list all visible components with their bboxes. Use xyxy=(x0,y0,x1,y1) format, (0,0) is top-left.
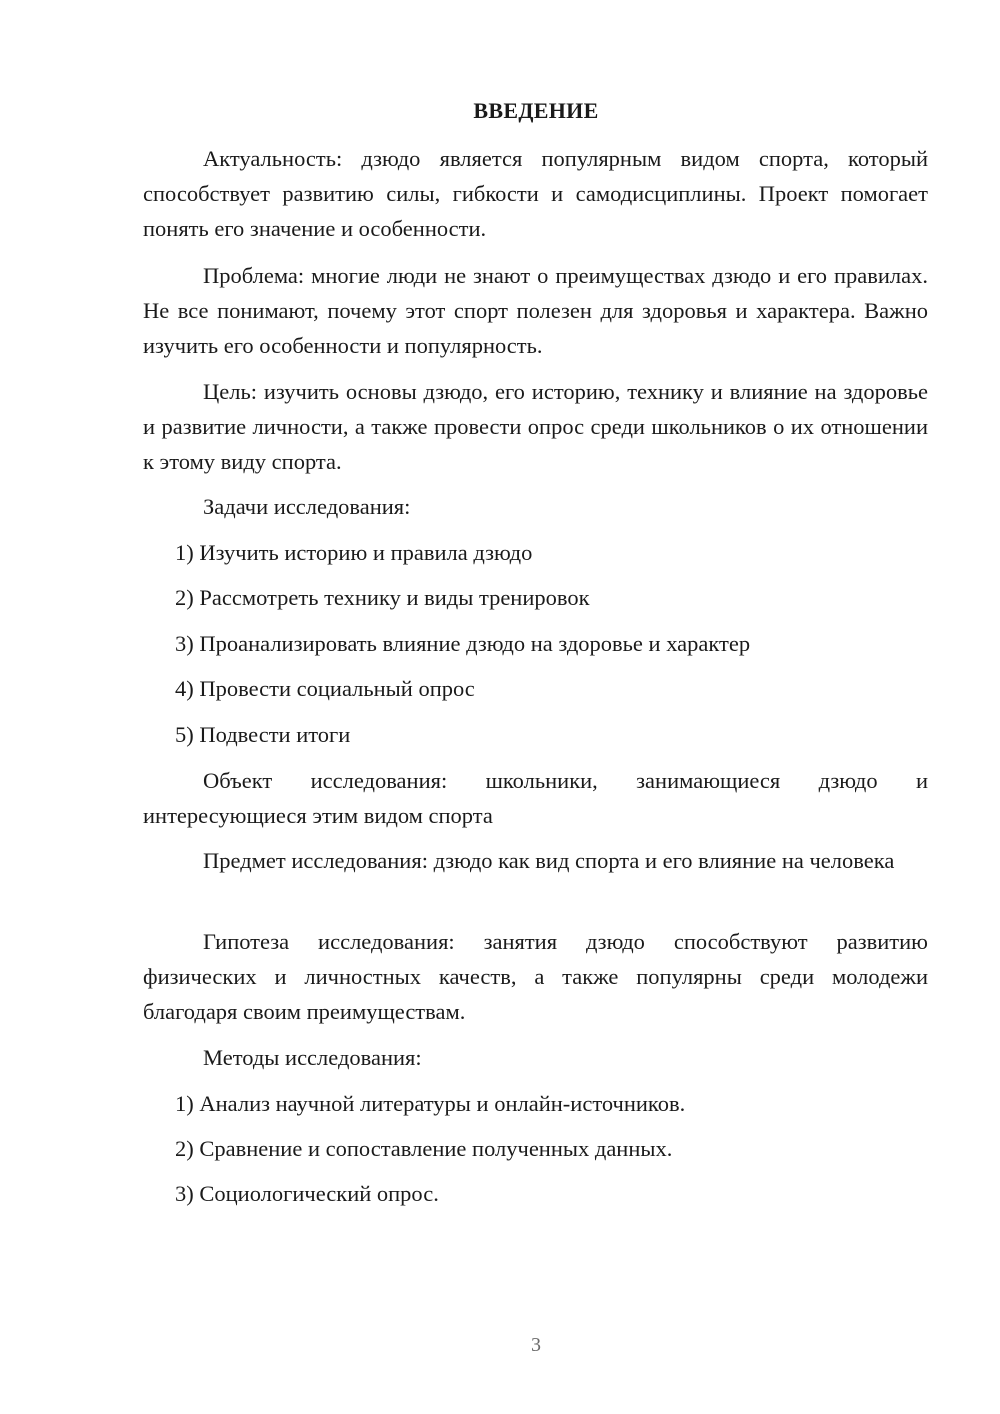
methods-title: Методы исследования: xyxy=(203,1045,422,1070)
method-item: 1) Анализ научной литературы и онлайн-источников. xyxy=(175,1091,686,1116)
task-item: 4) Провести социальный опрос xyxy=(175,676,475,701)
method-item: 2) Сравнение и сопоставление полученных данных. xyxy=(175,1136,673,1161)
problem-paragraph: Проблема: многие люди не знают о преимуществах дзюдо и его правилах. Не все понимают, почему этот спорт полезен для здоровья и характера. Важно изучить его особенности и популярность. xyxy=(143,263,928,358)
task-item: 2) Рассмотреть технику и виды тренировок xyxy=(175,585,590,610)
page-title: ВВЕДЕНИЕ xyxy=(473,98,599,123)
task-item: 5) Подвести итоги xyxy=(175,722,351,747)
tasks-title: Задачи исследования: xyxy=(203,494,411,519)
subject-paragraph: Предмет исследования: дзюдо как вид спорта и его влияние на человека xyxy=(203,848,895,873)
method-item: 3) Социологический опрос. xyxy=(175,1181,439,1206)
task-item: 1) Изучить историю и правила дзюдо xyxy=(175,540,533,565)
hypothesis-paragraph: Гипотеза исследования: занятия дзюдо способствуют развитию физических и личностных качеств, а также популярны среди молодежи благодаря своим преимуществам. xyxy=(143,929,928,1024)
task-item: 3) Проанализировать влияние дзюдо на здоровье и характер xyxy=(175,631,751,656)
relevance-paragraph: Актуальность: дзюдо является популярным видом спорта, который способствует развитию силы, гибкости и самодисциплины. Проект помогает понять его значение и особенности. xyxy=(143,146,928,241)
page-number: 3 xyxy=(531,1334,541,1356)
goal-paragraph: Цель: изучить основы дзюдо, его историю, технику и влияние на здоровье и развитие личности, а также провести опрос среди школьников о их отношении к этому виду спорта. xyxy=(143,379,928,474)
object-paragraph: Объект исследования: школьники, занимающиеся дзюдо и интересующиеся этим видом спорта xyxy=(143,768,928,828)
